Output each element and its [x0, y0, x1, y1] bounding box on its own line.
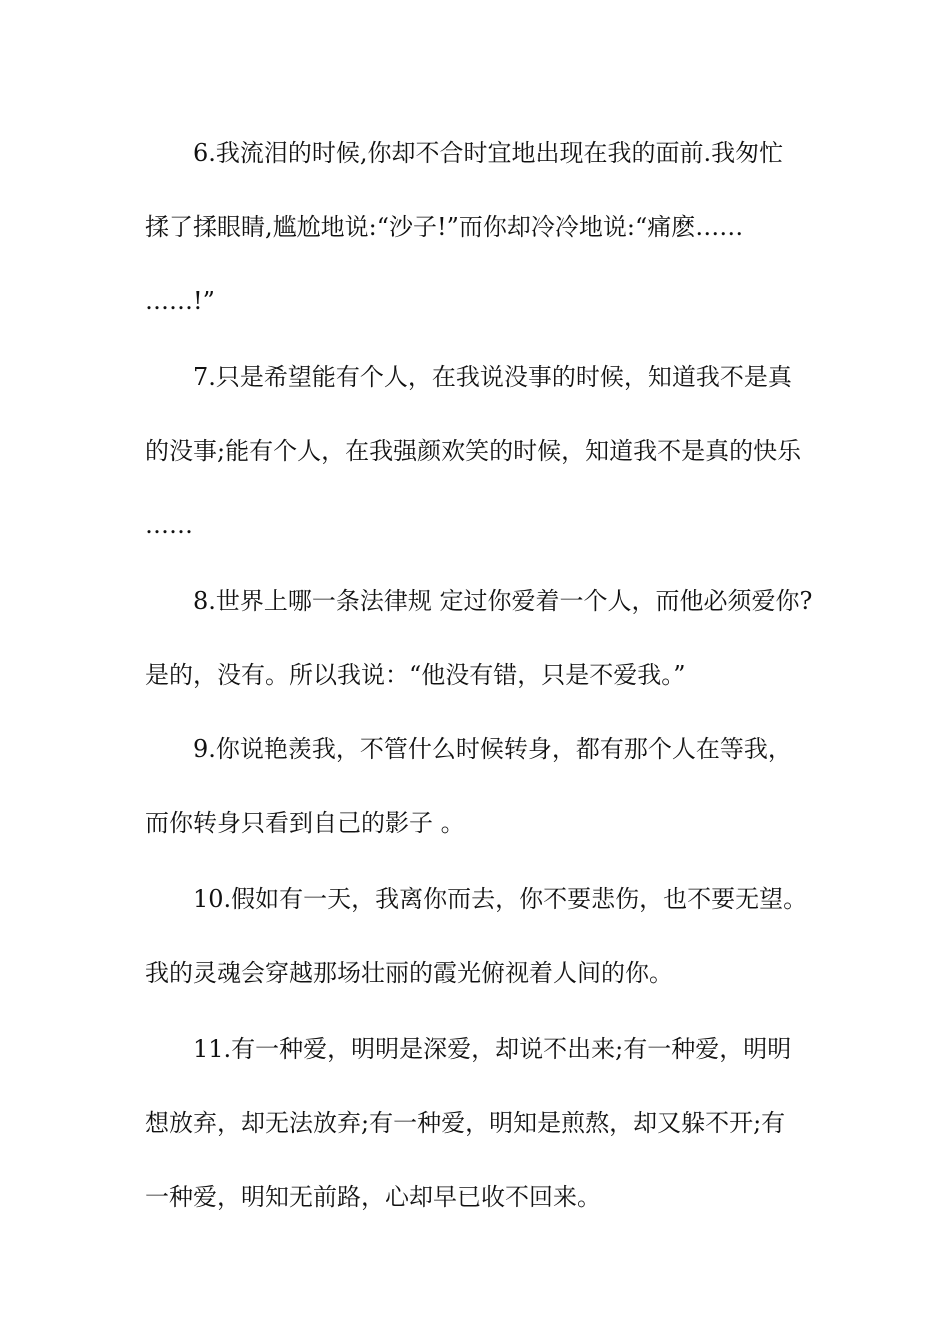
paragraph-line: 揉了揉眼睛,尴尬地说:“沙子!”而你却冷冷地说:“痛麽……: [145, 213, 744, 241]
paragraph-line: ……: [145, 511, 193, 539]
paragraph-line: 想放弃，却无法放弃;有一种爱，明知是煎熬，却又躲不开;有: [145, 1109, 786, 1137]
paragraph-line: 10.假如有一天，我离你而去，你不要悲伤，也不要无望。: [193, 885, 808, 913]
paragraph-line: 9.你说艳羡我，不管什么时候转身，都有那个人在等我，: [193, 735, 792, 763]
paragraph-line: 一种爱，明知无前路，心却早已收不回来。: [145, 1183, 601, 1211]
paragraph-line: ……!”: [145, 287, 215, 315]
paragraph-line: 是的，没有。所以我说：“他没有错，只是不爱我。”: [145, 661, 686, 689]
paragraph-line: 而你转身只看到自己的影子 。: [145, 809, 465, 837]
paragraph-line: 8.世界上哪一条法律规 定过你爱着一个人，而他必须爱你?: [193, 587, 813, 615]
paragraph-line: 6.我流泪的时候,你却不合时宜地出现在我的面前.我匆忙: [193, 139, 784, 167]
paragraph-line: 7.只是希望能有个人，在我说没事的时候，知道我不是真: [193, 363, 792, 391]
paragraph-line: 的没事;能有个人，在我强颜欢笑的时候，知道我不是真的快乐: [145, 437, 802, 465]
paragraph-line: 11.有一种爱，明明是深爱，却说不出来;有一种爱，明明: [193, 1035, 792, 1063]
paragraph-line: 我的灵魂会穿越那场壮丽的霞光俯视着人间的你。: [145, 959, 673, 987]
